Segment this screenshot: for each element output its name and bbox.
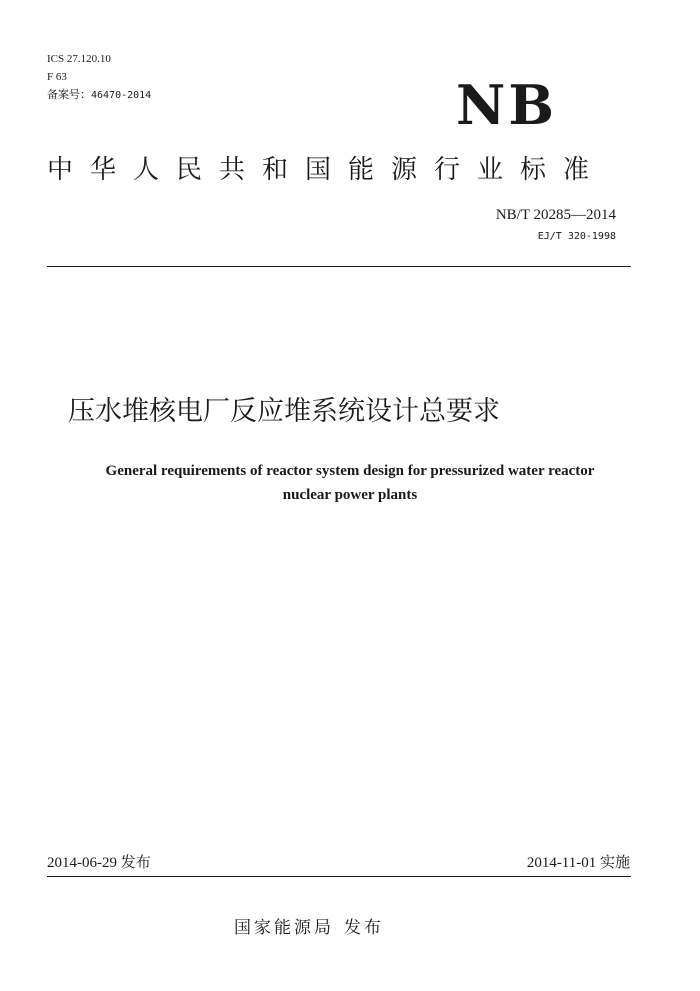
english-title-line-1: General requirements of reactor system design for pressurized water reactor [105, 463, 595, 479]
header-divider [47, 266, 631, 267]
registration-number [47, 89, 151, 102]
nb-logo: NB [456, 73, 558, 137]
issuer-name: 国家能源局 [234, 918, 334, 938]
publish-date: 2014-06-29 发布 [47, 855, 151, 871]
issuing-authority [234, 916, 384, 940]
registration-value: 46470-2014 [91, 90, 152, 101]
footer-divider [47, 876, 631, 877]
standard-number: NB/T 20285—2014 [495, 207, 616, 223]
document-title-english [30, 459, 670, 507]
ics-code: ICS 27.120.10 [47, 53, 111, 65]
implementation-date: 2014-11-01 实施 [526, 855, 630, 871]
english-title-line-2: nuclear power plants [282, 487, 418, 503]
document-title-chinese: 压水堆核电厂反应堆系统设计总要求 [68, 396, 500, 427]
replaced-standard-number: EJ/T 320-1998 [537, 231, 616, 242]
ccs-code: F 63 [47, 71, 67, 83]
registration-label: 备案号： [47, 89, 91, 101]
industry-standard-title: 中华人民共和国能源行业标准 [47, 155, 607, 185]
issue-word: 发布 [344, 918, 384, 938]
